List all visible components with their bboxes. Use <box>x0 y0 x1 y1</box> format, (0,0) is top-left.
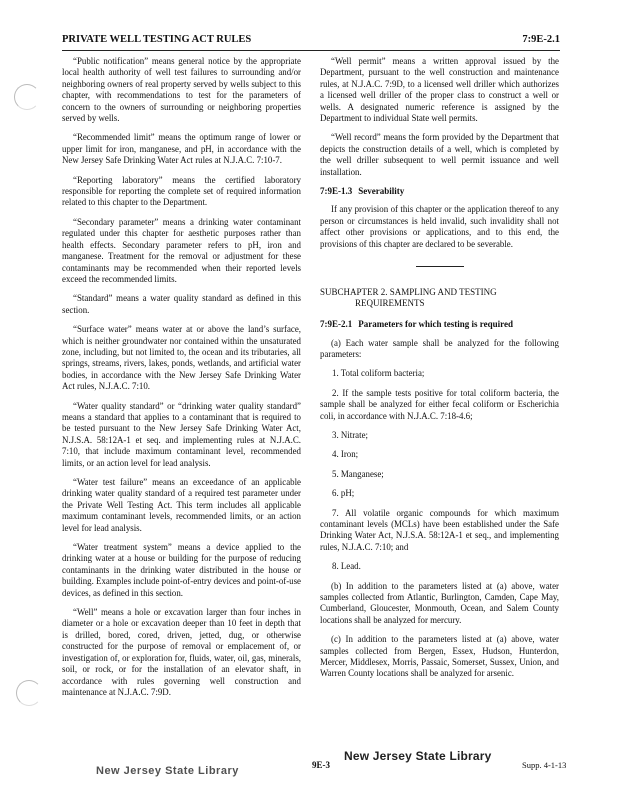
definition-water-quality-standard: “Water quality standard” or “drinking water quality standard” means a standard that applies to a contaminant that is required to be tested pursuant to the New Jersey Safe Drinking Water Act, N.J.S.A. 58:12A-1 et seq. and implementing rules at N.J.A.C. 7:10, that include maximum contaminant level, recommended limits, or an action level for lead analysis. <box>62 400 301 468</box>
severability-title: Severability <box>358 186 405 197</box>
page-number: 9E-3 <box>312 760 330 770</box>
supplement-date: Supp. 4-1-13 <box>522 760 567 770</box>
severability-heading <box>320 186 559 197</box>
parameter-item: 5. Manganese; <box>332 468 384 479</box>
paragraph-b-mercury: (b) In addition to the parameters listed at (a) above, water samples collected from Atlantic, Burlington, Camden, Cape May, Cumberland, Gloucester, Monmouth, Ocean, and Salem County locations shall be analyzed for mercury. <box>320 580 559 625</box>
paragraph-c-arsenic: (c) In addition to the parameters listed at (a) above, water samples collected from Bergen, Essex, Hudson, Hunterdon, Mercer, Middlesex, Morris, Passaic, Somerset, Sussex, Union, and Warren County locations shall be analyzed for arsenic. <box>320 634 559 679</box>
definition-standard: “Standard” means a water quality standard as defined in this section. <box>62 293 301 315</box>
definition-well-permit: “Well permit” means a written approval issued by the Department, pursuant to the well construction and maintenance rules, at N.J.A.C. 7:9D, to a licensed well driller which authorizes a licensed well driller of the proper class to construct a well or wells. A designated numeric reference is assigned by the Department to individual State well permits. <box>320 56 559 124</box>
header-rule <box>62 50 560 51</box>
parameter-item: 4. Iron; <box>332 449 359 460</box>
definition-water-treatment-system: “Water treatment system” means a device applied to the drinking water at a house or building for the purpose of reducing contaminants in the drinking water distributed in the house or building. Examples include point-of-entry devices and point-of-use devices, as defined in this section. <box>62 542 301 598</box>
parameter-item: 3. Nitrate; <box>332 429 368 440</box>
definition-water-test-failure: “Water test failure” means an exceedance of an applicable drinking water quality standard of a required test parameter under the Private Well Testing Act. This term includes all applicable maximum contaminant levels, recommended limits, or an action level for lead analysis. <box>62 477 301 533</box>
definition-public-notification: “Public notification” means general notice by the appropriate local health authority of well test failures to surrounding and/or neighboring owners of real property served by wells subject to this chapter, with recommendations to test for the parameters of concern to the owners of surrounding or neighboring properties served by wells. <box>62 56 301 124</box>
severability-number: 7:9E-1.3 <box>320 186 353 197</box>
parameters-number: 7:9E-2.1 <box>320 319 353 330</box>
library-stamp: New Jersey State Library <box>344 749 492 763</box>
definition-recommended-limit: “Recommended limit” means the optimum range of lower or upper limit for iron, manganese, and pH, in accordance with the New Jersey Safe Drinking Water Act rules at N.J.A.C. 7:10-7. <box>62 132 301 166</box>
parameter-item: 8. Lead. <box>332 561 361 572</box>
left-column <box>62 56 301 706</box>
definition-well: “Well” means a hole or excavation larger than four inches in diameter or a hole or excavation deeper than 10 feet in depth that is drilled, bored, cored, driven, jetted, dug, or otherwise constructed for the purpose of removal or emplacement of, or investigation of, or exploration for, fluids, water, oil, gas, minerals, soil, or rock, or for the installation of an elevator shaft, in accordance with rules governing well construction and maintenance at N.J.A.C. 7:9D. <box>62 607 301 697</box>
right-column <box>320 56 559 688</box>
parameters-title: Parameters for which testing is required <box>358 319 513 330</box>
subchapter-heading <box>320 287 559 309</box>
definition-well-record: “Well record” means the form provided by the Department that depicts the construction details of a well, which is completed by the well driller subsequent to well permit issuance and well installation. <box>320 132 559 177</box>
library-stamp-faded: New Jersey State Library <box>96 765 239 777</box>
punch-hole-top <box>14 84 40 110</box>
definition-surface-water: “Surface water” means water at or above the land’s surface, which is neither groundwater nor contained within the unsaturated zone, including, but not limited to, the ocean and its tributaries, all springs, streams, rivers, lakes, ponds, wetlands, and artificial water bodies, in accordance with the New Jersey Safe Drinking Water Act rules, N.J.A.C. 7:10. <box>62 324 301 392</box>
header-title: PRIVATE WELL TESTING ACT RULES <box>62 34 252 45</box>
running-header <box>62 34 560 48</box>
header-section-number: 7:9E-2.1 <box>522 34 560 45</box>
definition-secondary-parameter: “Secondary parameter” means a drinking water contaminant regulated under this chapter for aesthetic purposes rather than health effects. Secondary parameter refers to pH, iron and manganese. Treatment for the removal or adjustment for these contaminants may be recommended when their reported levels exceed the recommended limits. <box>62 216 301 284</box>
parameter-item: 6. pH; <box>332 488 355 499</box>
punch-hole-bottom <box>16 680 42 706</box>
subchapter-line-1: SUBCHAPTER 2. SAMPLING AND TESTING <box>320 287 497 298</box>
severability-text: If any provision of this chapter or the application thereof to any person or circumstances is held invalid, such invalidity shall not affect other provisions or applications, and to this end, the provisions of this chapter are declared to be severable. <box>320 204 559 249</box>
parameter-item: 7. All volatile organic compounds for which maximum contaminant levels (MCLs) have been established under the Safe Drinking Water Act, N.J.S.A. 58:12A-1 et seq., and implementing rules, N.J.A.C. 7:10; and <box>320 507 559 552</box>
parameters-intro: (a) Each water sample shall be analyzed for the following parameters: <box>320 337 559 359</box>
parameters-heading <box>320 319 559 330</box>
section-divider <box>416 266 464 267</box>
parameter-item: 2. If the sample tests positive for total coliform bacteria, the sample shall be analyzed for either fecal coliform or Escherichia coli, in accordance with N.J.A.C. 7:18-4.6; <box>320 387 559 421</box>
definition-reporting-laboratory: “Reporting laboratory” means the certified laboratory responsible for reporting the complete set of required information related to this chapter to the Department. <box>62 174 301 208</box>
subchapter-line-2: REQUIREMENTS <box>355 298 425 309</box>
parameter-item: 1. Total coliform bacteria; <box>332 368 425 379</box>
